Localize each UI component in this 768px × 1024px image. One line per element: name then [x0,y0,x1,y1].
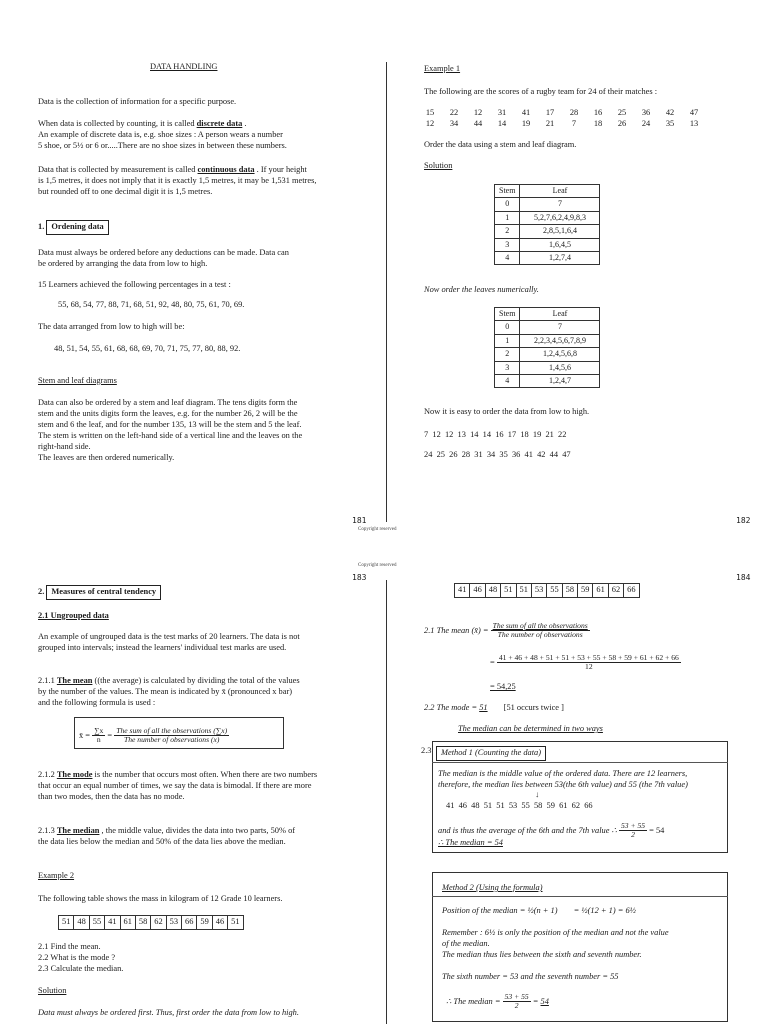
sorted-table: 41 46 48 51 51 53 55 58 59 61 62 66 [454,583,640,598]
continuous-term: continuous data [197,165,255,174]
method1-result: ∴ The median = 54 [438,838,503,847]
method2-position: Position of the median = ½(n + 1) = ½(12 + 1) = 6½ [442,906,636,915]
table-row: 3 1,6,4,5 [495,238,600,251]
solution-heading: Solution [424,161,453,170]
example1-heading: Example 1 [424,64,461,73]
page-divider-top [386,62,387,522]
arranged-list: 48, 51, 54, 55, 61, 68, 68, 69, 70, 71, 75, 77, 80, 88, 92. [54,344,241,353]
method1-average: and is thus the average of the 6th and the 7th value ∴ $\frac{53 + 55}{2}$ = 54 [438,821,665,840]
section1-heading: 1. Ordening data [38,220,109,235]
mean-result: = 54,25 [490,682,516,691]
intro-text: Data is the collection of information for a specific purpose. [38,97,237,106]
table-row: 1 5,2,7,6,2,4,9,8,3 [495,211,600,224]
ungrouped-heading: 2.1 Ungrouped data [38,611,109,620]
questions-list: 2.1 Find the mean. 2.2 What is the mode ? 2.3 Calculate the median. [38,942,124,973]
ordered-line-2: 24 25 26 28 31 34 35 36 41 42 44 47 [424,450,571,459]
stemleaf-paragraph: Data can also be ordered by a stem and leaf diagram. The tens digits form the stem and the units digits form the leaves, e.g. for the number 26, 2 will be the stem and 6 the leaf, and for the number 135, 13 will be the stem and 5 the leaf. The stem is written on the left-hand side of a vertical line and the leaves on the right-hand side. The leaves are then ordered numerically. [38,398,303,462]
method1-text: The median is the middle value of the ordered data. There are 12 learners, therefore, the median lies between 53(the 6th value) and 55 (the 7th value) [438,769,688,789]
stem-leaf-table-ordered: Stem Leaf 0 7 1 2,2,3,4,5,6,7,8,9 2 1,2,4,5,6,8 3 1,4,5,6 4 1,2,4,7 [494,307,600,388]
median-two-ways: The median can be determined in two ways [458,724,603,733]
page-title: DATA HANDLING [150,62,218,71]
table-row: 2 1,2,4,5,6,8 [495,348,600,361]
must-order-text: Data must always be ordered first. Thus, first order the data from low to high. [38,1008,299,1017]
copyright-text-2: Copyright reserved [358,563,397,568]
copyright-text: Copyright reserved [358,527,397,532]
solution-heading-2: Solution [38,986,67,995]
mean-calculation: 2.1 The mean (x̄) = $\frac{\text{The sum of all the observations}}{\text{The number of observations}}$ [424,621,588,640]
method1-sequence: 41 46 48 51 51 53 55 58 59 61 62 66 [446,801,593,810]
marks-list: 55, 68, 54, 77, 88, 71, 68, 51, 92, 48, 80, 75, 61, 70, 69. [58,300,245,309]
table-row: 1 2,2,3,4,5,6,7,8,9 [495,334,600,347]
median-paragraph: 2.1.3 The median , the middle value, divides the data into two parts, 50% of the data lies below the median and 50% of the data lies above the median. [38,826,296,846]
table-row: 3 1,4,5,6 [495,361,600,374]
method2-sixth: The sixth number = 53 and the seventh number = 55 [442,972,619,981]
scores-row-2: 12 34 44 14 19 21 7 18 26 24 35 13 [425,119,699,128]
mean-paragraph: 2.1.1 The mean ((the average) is calculated by dividing the total of the values by the number of the values. The mean is indicated by x̄ (pronounced x bar) and the following formula is used : [38,676,300,707]
mass-text: The following table shows the mass in kilogram of 12 Grade 10 learners. [38,894,283,903]
arranged-label: The data arranged from low to high will be: [38,322,185,331]
table-row: 2 2,8,5,1,6,4 [495,225,600,238]
stemleaf-heading: Stem and leaf diagrams [38,376,117,385]
method1-arrow: ↓ [535,790,540,799]
page-number-181: 181 [352,516,367,525]
table-row: 4 1,2,7,4 [495,251,600,264]
example2-heading: Example 2 [38,871,75,880]
table-row: 0 7 [495,198,600,211]
sum-calculation: = $\frac{41 + 46 + 48 + 51 + 51 + 53 + 55 + 58 + 59 + 61 + 62 + 66}{12}$ [490,653,679,672]
method1-title: Method 1 (Counting the data) [436,746,546,761]
section2-heading: 2. Measures of central tendency [38,585,161,600]
mass-table: 51 48 55 41 61 58 62 53 66 59 46 51 [58,915,244,930]
ordering-paragraph: Data must always be ordered before any deductions can be made. Data can be ordered by arranging the data from low to high. [38,248,289,268]
ungrouped-paragraph: An example of ungrouped data is the test marks of 20 learners. The data is not grouped into intervals; instead the learners' individual test marks are used. [38,632,300,652]
method1-number: 2.3 [421,746,432,755]
discrete-paragraph: When data is collected by counting, it is called discrete data . An example of discrete data is, e.g. shoe sizes : A person wears a number 5 shoe, or 5½ or 6 or.....There are no shoe sizes in between these numbers. [38,119,287,150]
order-instruction: Order the data using a stem and leaf diagram. [424,140,577,149]
ordered-line-1: 7 12 12 13 14 14 16 17 18 19 21 22 [424,430,567,439]
discrete-term: discrete data [196,119,243,128]
rugby-text: The following are the scores of a rugby team for 24 of their matches : [424,87,658,96]
stem-leaf-table-unordered: Stem Leaf 0 7 1 5,2,7,6,2,4,9,8,3 2 2,8,5,1,6,4 3 1,6,4,5 4 1,2,7,4 [494,184,600,265]
table-row: 0 7 [495,321,600,334]
easy-text: Now it is easy to order the data from low to high. [424,407,590,416]
page-number-184: 184 [736,573,751,582]
mode-result: 2.2 The mode = 51 [51 occurs twice ] [424,703,564,712]
mode-paragraph: 2.1.2 The mode is the number that occurs most often. When there are two numbers that occur an equal number of times, we say the data is bimodal. If there are more than two modes, then the data has no mode. [38,770,318,801]
table-row: 4 1,2,4,7 [495,374,600,387]
page-divider-bottom [386,580,387,1024]
page-number-182: 182 [736,516,751,525]
learners-text: 15 Learners achieved the following percentages in a test : [38,280,231,289]
scores-row-1: 15 22 12 31 41 17 28 16 25 36 42 47 [425,108,699,117]
page-number-183: 183 [352,573,367,582]
method2-remember: Remember : 6½ is only the position of the median and not the value of the median. The median thus lies between the sixth and seventh number. [442,928,669,959]
continuous-paragraph: Data that is collected by measurement is called continuous data . If your height is 1,5 metres, it does not imply that it is exactly 1,5 metres, it may be 1,531 metres, but rounded off to one decimal digit it is 1,5 metres. [38,165,317,196]
method2-title: Method 2 (Using the formula) [442,883,543,892]
method2-result: ∴ The median = $\frac{53 + 55}{2}$ = 54 [446,992,549,1011]
mean-formula-box: x̄ = $\frac{\sum x}{n}$ = $\frac{\text{The sum of all the observations (∑x)}}{\text{The number of observations (x)}}$ [74,717,284,749]
now-order-text: Now order the leaves numerically. [424,285,539,294]
